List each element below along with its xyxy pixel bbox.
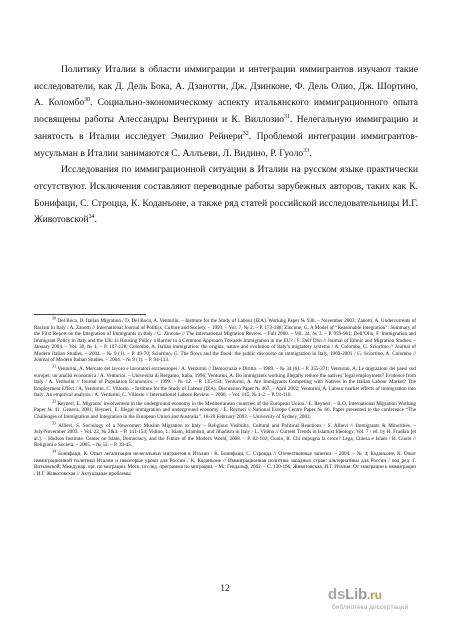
- footnote-ref[interactable]: 33: [303, 147, 310, 154]
- paragraph-text: . Проблемой интеграции иммигрантов-мусульман в Италии занимаются С. Аллъеви, Л. Видино, Р. Гуоло: [34, 130, 418, 159]
- footnote-number: 34: [52, 448, 57, 454]
- footnote-ref[interactable]: 32: [242, 130, 249, 137]
- paragraph-text: .: [94, 214, 97, 226]
- paragraph-text: . Нелегальную иммиграцию и занятость в Италии исследует Эмилио Рейнери: [34, 114, 418, 142]
- footnote: [34, 448, 416, 477]
- paragraph-text: .: [309, 147, 312, 159]
- paragraph-text: Политику Италии в области иммиграции и интеграции иммигрантов изучают такие исследователи, как Д. Дель Бока, А. Дзанотти, Дж. Дзинконе, Ф. Дель Олио, Дж. Шортино, А. Коломбо: [34, 64, 418, 109]
- footnote-text: Del Boca, D. Italian Migration / D. Del Boca, A. Venturini. – Institute for the Study of Labour (IZA). Working Paper № 938. – November 2003; Zanotti, A. Undercurrents of Racism in Italy / A. Zanotti // International Journal of Politics, Culture and Society. – 1993. – Vol. 7, № 2. – P. 173-188; Zincone, G. A Model of “Reasonable Integration”: Summary of the First Report on the Integration of Immigrants in Italy / G. Zincone // The International Migration Review. – Fall 2000. – Vol. 34, № 3. – P. 959-961; Dell’Olio, F. Immigration and Immigrant Policy in Italy and the UK: Is Housing Policy a Barrier to a Common Approach Towards Immigration in the EU? / F. Dell’Olio // Journal of Ethnic and Migration Studies. – January 2004. – Vol. 30, № 1. – P. 107-128; Colombo, A. Italian immigration: the origins, nature and evolution of Italy’s migratory systems / A. Colombo, G. Sciortino // Journal of Modern Italian Studies. – 2004. – № 9 (1). – P. 49-70; Sciortino, G. The flows and the flood: the public discourse on immigration in Italy, 1969-2001 / G. Sciortino, A. Colombo // Journal of Modern Italian Studies. – 2004. – № 9 (1). – P. 94-113.: [34, 318, 416, 364]
- paragraph-text: Исследования по иммиграционной ситуации в Италии на русском языке практически отсутствуют. Исключения составляют переводные работы зарубежных авторов, таких как К. Бонифаци, С. Строцца, К. Коданъоне, а также ряд статей российской исследовательницы И.Г. Животовской: [34, 164, 418, 226]
- footnote: [34, 398, 416, 421]
- footnote-ref[interactable]: 34: [88, 214, 95, 221]
- footnotes: [34, 315, 417, 480]
- footnote-text: Allievi, S. Sociology of a Newcomer: Muslim Migration to Italy – Religious Visibility, Cultural and Political Reactions / S. Allievi // Immigrants & Minorities. – July/November 2003. – Vol. 22, № 2&3. – P. 141-154; Vidino, L. Islam, Islamism, and Jihadism in Italy / L. Vidino // Current Trends in Islamist Ideology. Vol. 7 / ed. by H. Fradkin [et al.]. – Hudson Institute. Center on Islam, Democracy, and the Future of the Modern World, 2008. – P. 82-102; Guolo, R. Chi impugna la croce? Lega, Chiesa e Islam / R. Guolo // Religioni e Società. – 2005. – № 52. – P. 39-45.: [34, 422, 416, 449]
- footnote-text: Бонифаци, К. Опыт легализации нелегальных мигрантов в Италии / К. Бонифаци, С. Строцца // Отечественные записки. – 2004. – № 4; Коданъоне, К. Опыт иммиграционной политики Италии и некоторые уроки для России / К. Коданъоне // Иммиграционная политика западных стран: альтернативы для России / под ред. Г. Витковской; Междунар. орг. по миграции. Моск. исслед. программа по миграции. – М.: Гендальф, 2002. – С. 130-166; Животовская, И.Г. Италия: От эмиграции к иммиграции / И.Г. Животовская // Актуальные проблемы: [34, 451, 416, 477]
- footnote-ref[interactable]: 30: [84, 97, 91, 104]
- footnote-number: 31: [52, 363, 57, 369]
- paragraph-text: . Социально-экономическому аспекту итальянского иммиграционного опыта посвящены работы Алессандры Вентурини и К. Виллозио: [34, 97, 419, 126]
- footnote-ref[interactable]: 31: [284, 113, 291, 120]
- page-number: 12: [220, 584, 230, 594]
- footnote: [34, 315, 416, 364]
- paragraph: [34, 162, 418, 229]
- footnote-text: Venturini, A. Mercato del lavoro e lavoratori extraeuropei / A. Venturini // Democrazia e Diritto. – 1989. – № 34 (6). – P. 355-371; Venturini, A. Le migrazioni dei paesi sud europei: un’analisi economica / A. Venturini. – Università di Bergamo, Italia, 1996; Venturini, A. Do immigrants working illegally reduce the natives’ legal employment? Evidence from Italy / A. Venturini // Journal of Population Economics. – 1999. – № 12. – P. 135-154; Venturini, A. Are Immigrants Competing with Natives in the Italian Labour Market? The Employment Effect / A. Venturini, C. Villosio. – Institute for the Study of Labour (IZA). Discussion Paper № 467. – April 2002; Venturini, A. Labour market effects of immigration into Italy: An empirical analysis / A. Venturini, C. Villosio // International Labour Review. – 2006. – Vol. 145, № 1-2. – P. 91-118.: [34, 366, 417, 399]
- footnote-separator: [34, 314, 146, 315]
- site-watermark: [328, 586, 448, 616]
- footnote: [34, 420, 416, 449]
- footnote-number: 30: [52, 315, 57, 321]
- paragraph: [34, 62, 418, 162]
- logo-ru: .ru: [367, 588, 382, 602]
- logo-lib: Lib: [345, 586, 368, 603]
- watermark-subtitle: библиотека диссертаций: [332, 604, 409, 611]
- footnote-number: 33: [52, 420, 57, 426]
- footnote: [34, 363, 417, 399]
- main-text: [34, 62, 418, 229]
- watermark-logo: [328, 586, 382, 603]
- footnote-number: 32: [52, 398, 57, 404]
- footnote-text: Reyneri, E. Migrants’ involvement in the underground economy in the Mediterranean countries of the European Union / E. Reyneri. – ILO, International Migration Working Paper № 41. Geneva, 2001; Reyneri, E. Illegal immigration and underground economy / E. Reyneri // National Europe Centre Paper № 66. Paper presented to the conference “The Challenges of Immigration and Integration in the European Union and Australia”. 18-20 February 2003. – University of Sydney, 2003.: [34, 400, 416, 421]
- logo-ds: ds: [328, 586, 346, 603]
